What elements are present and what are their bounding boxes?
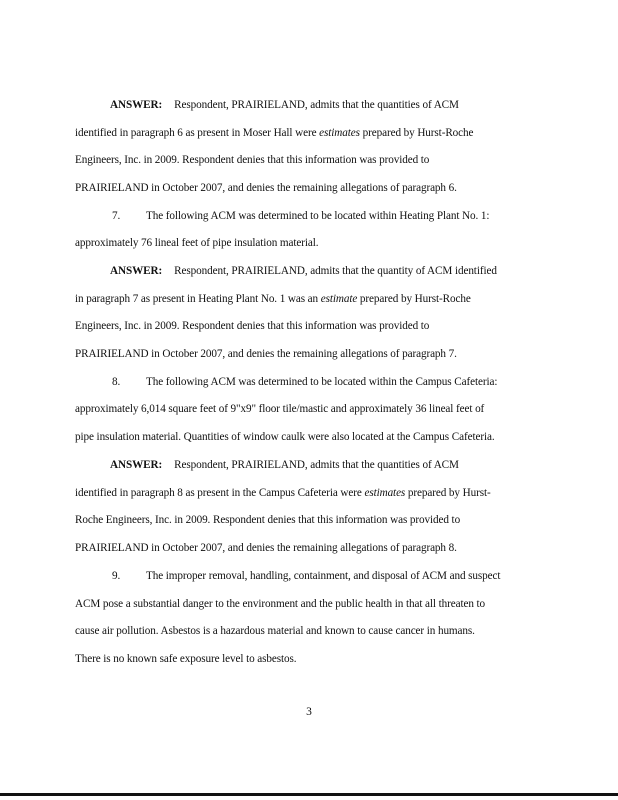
paragraph-8-line-1: [112, 375, 498, 389]
answer-6-line-4: PRAIRIELAND in October 2007, and denies the remaining allegations of paragraph 6.: [75, 182, 457, 194]
paragraph-8-line-3: pipe insulation material. Quantities of window caulk were also located at the Campus Cafeteria.: [75, 431, 495, 443]
paragraph-7-line-1: [112, 209, 490, 223]
emphasized-text: estimates: [364, 487, 406, 499]
answer-text: Respondent, PRAIRIELAND, admits that the quantity of ACM identified: [174, 265, 497, 277]
answer-8-line-2: [75, 486, 491, 500]
paragraph-text: The following ACM was determined to be located within the Campus Cafeteria:: [146, 376, 498, 388]
answer-label: ANSWER:: [110, 459, 163, 471]
text-run: identified in paragraph 8 as present in the Campus Cafeteria were: [75, 487, 365, 499]
paragraph-9-line-2: ACM pose a substantial danger to the environment and the public health in that all threaten to: [75, 598, 486, 610]
answer-text: Respondent, PRAIRIELAND, admits that the quantities of ACM: [174, 459, 459, 471]
answer-8-line-1: [110, 458, 459, 472]
answer-6-line-1: [110, 98, 459, 112]
answer-8-line-3: Roche Engineers, Inc. in 2009. Respondent denies that this information was provided to: [75, 514, 461, 526]
paragraph-7-line-2: approximately 76 lineal feet of pipe insulation material.: [75, 237, 319, 249]
answer-label: ANSWER:: [110, 99, 163, 111]
page-number: 3: [306, 706, 312, 718]
answer-8-line-4: PRAIRIELAND in October 2007, and denies the remaining allegations of paragraph 8.: [75, 542, 457, 554]
paragraph-9-line-4: There is no known safe exposure level to asbestos.: [75, 653, 297, 665]
text-run: identified in paragraph 6 as present in Moser Hall were: [75, 127, 320, 139]
paragraph-8-line-2: approximately 6,014 square feet of 9"x9" floor tile/mastic and approximately 36 lineal feet of: [75, 403, 485, 415]
paragraph-number: 8.: [112, 376, 121, 388]
text-run: prepared by Hurst-: [405, 487, 491, 499]
text-run: prepared by Hurst-Roche: [357, 293, 471, 305]
answer-6-line-2: [75, 126, 473, 140]
answer-7-line-3: Engineers, Inc. in 2009. Respondent denies that this information was provided to: [75, 320, 430, 332]
text-run: prepared by Hurst-Roche: [359, 127, 474, 139]
answer-7-line-4: PRAIRIELAND in October 2007, and denies the remaining allegations of paragraph 7.: [75, 348, 457, 360]
paragraph-9-line-3: cause air pollution. Asbestos is a hazardous material and known to cause cancer in humans.: [75, 625, 475, 637]
paragraph-number: 9.: [112, 570, 121, 582]
emphasized-text: estimates: [319, 127, 360, 139]
answer-7-line-1: [110, 264, 497, 278]
paragraph-text: The following ACM was determined to be located within Heating Plant No. 1:: [146, 210, 490, 222]
answer-text: Respondent, PRAIRIELAND, admits that the quantities of ACM: [174, 99, 459, 111]
text-run: in paragraph 7 as present in Heating Plant No. 1 was an: [75, 293, 321, 305]
paragraph-text: The improper removal, handling, containment, and disposal of ACM and suspect: [146, 570, 501, 582]
paragraph-9-line-1: [112, 569, 501, 583]
answer-7-line-2: [75, 292, 471, 306]
answer-label: ANSWER:: [110, 265, 163, 277]
paragraph-number: 7.: [112, 210, 121, 222]
emphasized-text: estimate: [320, 293, 358, 305]
answer-6-line-3: Engineers, Inc. in 2009. Respondent denies that this information was provided to: [75, 154, 430, 166]
bottom-rule: [0, 793, 618, 796]
